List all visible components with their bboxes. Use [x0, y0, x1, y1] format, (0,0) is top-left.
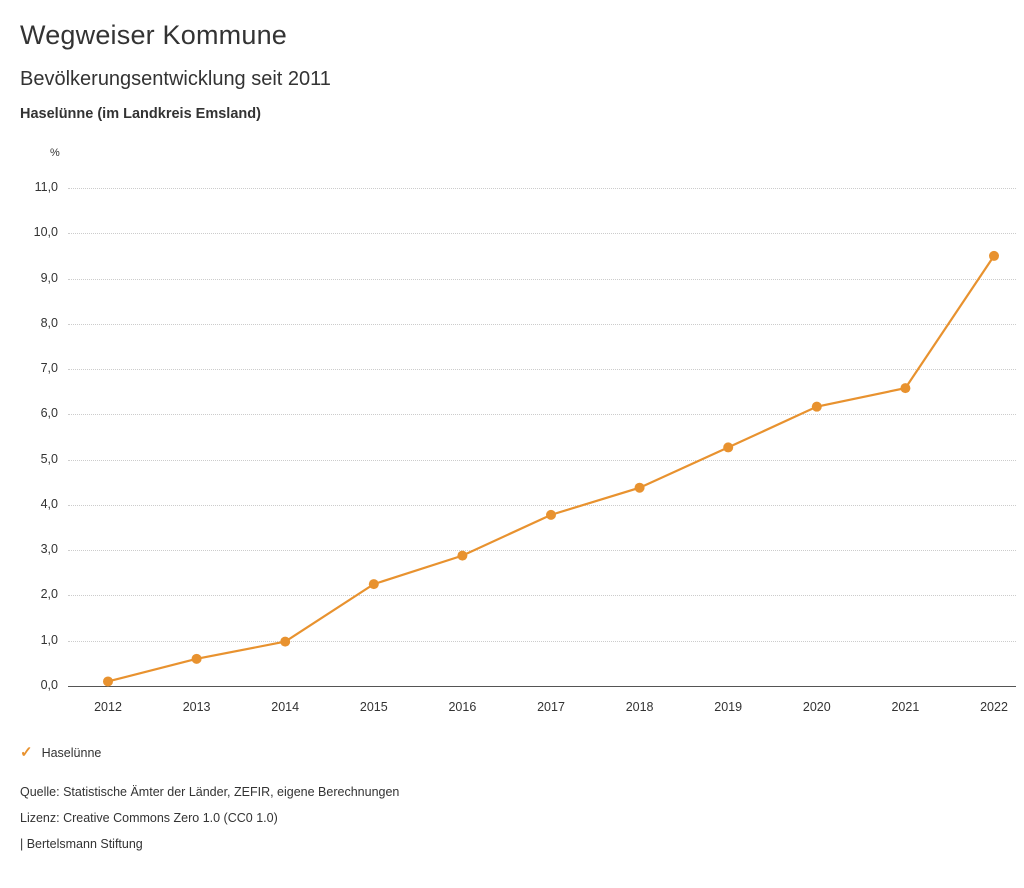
check-icon: ✓: [20, 744, 33, 761]
x-tick-label: 2016: [448, 700, 477, 714]
data-point[interactable]: [635, 483, 645, 493]
legend-item-label: Haselünne: [41, 745, 102, 760]
y-tick-label: 0,0: [40, 678, 58, 692]
x-tick-label: 2020: [802, 700, 831, 714]
y-tick-label: 2,0: [40, 587, 58, 602]
y-tick-label: 10,0: [33, 225, 58, 240]
data-point[interactable]: [103, 676, 113, 686]
y-tick-label: 9,0: [40, 270, 58, 285]
y-tick-label: 5,0: [40, 451, 58, 466]
y-tick-label: 3,0: [40, 542, 58, 557]
x-tick-label: 2015: [359, 700, 388, 714]
y-axis-unit-label: %: [50, 147, 60, 159]
y-tick-label: 7,0: [40, 361, 58, 376]
footnote-source: Quelle: Statistische Ämter der Länder, ZEFIR, eigene Berechnungen: [20, 785, 400, 799]
x-tick-label: 2022: [980, 700, 1008, 714]
page-title: Wegweiser Kommune: [20, 20, 288, 50]
data-point[interactable]: [192, 654, 202, 664]
x-tick-label: 2018: [625, 700, 654, 714]
y-tick-label: 11,0: [34, 180, 58, 194]
data-point[interactable]: [457, 551, 467, 561]
y-axis-tick-labels: [0, 180, 58, 828]
data-point[interactable]: [280, 637, 290, 647]
x-tick-label: 2021: [891, 700, 920, 714]
footnote-license: Lizenz: Creative Commons Zero 1.0 (CC0 1.0): [20, 811, 278, 825]
series-line: [108, 256, 994, 682]
x-tick-label: 2013: [182, 700, 211, 714]
chart-footnotes: [20, 785, 399, 851]
y-tick-label: 6,0: [40, 406, 58, 421]
x-tick-label: 2017: [537, 700, 565, 714]
data-point[interactable]: [812, 402, 822, 412]
x-tick-label: 2012: [94, 700, 122, 714]
data-point[interactable]: [900, 383, 910, 393]
y-tick-label: 8,0: [40, 315, 58, 330]
chart-container: [0, 140, 1024, 730]
chart-legend[interactable]: [20, 745, 101, 760]
data-point[interactable]: [989, 251, 999, 261]
data-point[interactable]: [369, 579, 379, 589]
data-point[interactable]: [546, 510, 556, 520]
chart-region-label: Haselünne (im Landkreis Emsland): [20, 106, 261, 122]
x-axis-tick-labels: [68, 700, 1016, 724]
footnote-publisher: | Bertelsmann Stiftung: [20, 837, 143, 851]
y-tick-label: 1,0: [40, 632, 58, 647]
data-point[interactable]: [723, 442, 733, 452]
x-tick-label: 2019: [714, 700, 743, 714]
chart-subtitle: Bevölkerungsentwicklung seit 2011: [20, 68, 331, 90]
y-tick-label: 4,0: [40, 496, 58, 511]
x-tick-label: 2014: [271, 700, 300, 714]
series-line-haseluenne: [68, 188, 1016, 706]
